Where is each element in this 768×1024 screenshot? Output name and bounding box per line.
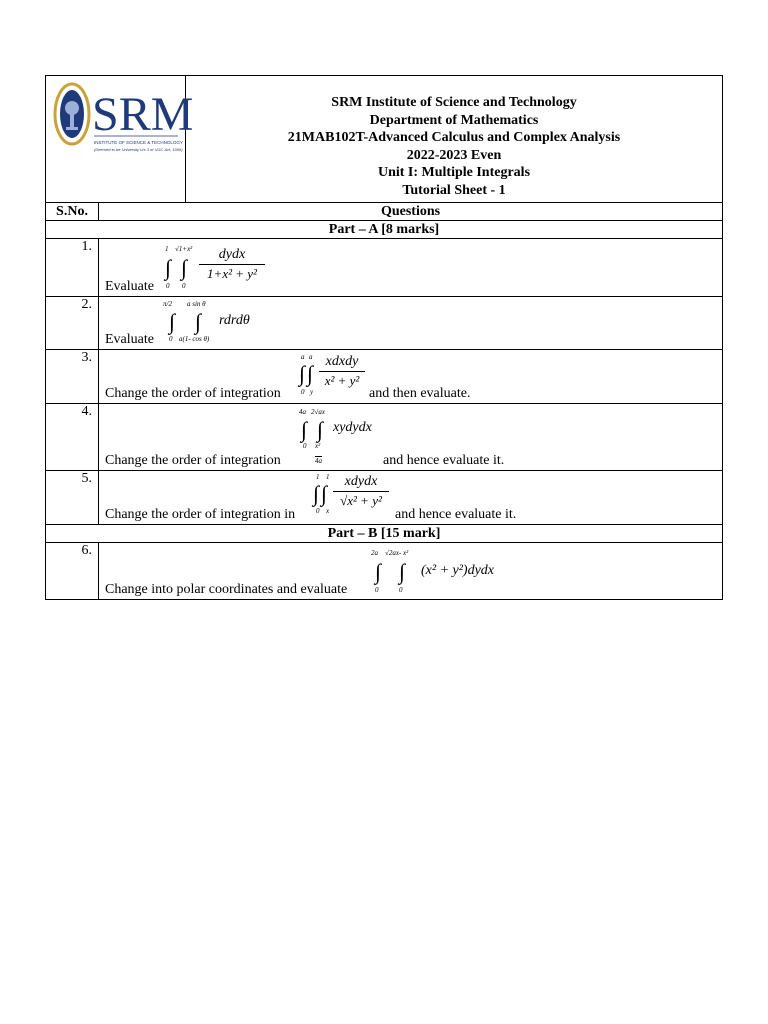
- question-table: [45, 75, 723, 600]
- fraction: xdydx √x² + y²: [333, 474, 389, 509]
- part-a-label: Part – A [8 marks]: [46, 221, 723, 239]
- integral-icon: ∫: [399, 559, 406, 584]
- part-b-row: [46, 525, 723, 543]
- srm-logo: [52, 80, 194, 170]
- integral-icon: ∫: [313, 481, 320, 506]
- academic-year: 2022-2023 Even: [406, 147, 502, 163]
- fraction: xdxdy x² + y²: [319, 354, 365, 389]
- column-header-row: [46, 203, 723, 221]
- integral-icon: ∫: [181, 255, 188, 280]
- question-text: Evaluate: [105, 332, 154, 347]
- integral-icon: ∫: [169, 309, 176, 334]
- question-text: Evaluate: [105, 279, 154, 294]
- question-cell: Change the order of integration a a ∫ ∫ 0 y xdxdy x² + y² and then evaluate.: [99, 350, 723, 404]
- question-row: [46, 404, 723, 471]
- question-number: 4.: [46, 404, 99, 471]
- integral-icon: ∫: [195, 309, 202, 334]
- question-row: [46, 350, 723, 404]
- svg-text:INSTITUTE OF SCIENCE & TECHNOL: INSTITUTE OF SCIENCE & TECHNOLOGY: [94, 140, 183, 145]
- integral-icon: ∫: [375, 559, 382, 584]
- sno-header: S.No.: [46, 203, 99, 221]
- question-cell: Change into polar coordinates and evaluate 2a √2ax- x² ∫ ∫ 0 0 (x² + y²)dydx: [99, 543, 723, 600]
- header-text-cell: [186, 76, 723, 203]
- part-a-row: [46, 221, 723, 239]
- institute-name: SRM Institute of Science and Technology: [331, 95, 577, 110]
- part-b-label: Part – B [15 mark]: [46, 525, 723, 543]
- question-text: Change the order of integration: [105, 386, 281, 401]
- tutorial-sheet: [45, 75, 722, 600]
- question-number: 5.: [46, 471, 99, 525]
- integral-icon: ∫: [299, 361, 306, 386]
- svg-text:SRM: SRM: [92, 88, 194, 141]
- question-text: Change the order of integration: [105, 453, 281, 468]
- logo-cell: [46, 76, 194, 203]
- question-number: 3.: [46, 350, 99, 404]
- header-row: [46, 76, 723, 203]
- question-cell: Change the order of integration in 1 1 ∫ ∫ 0 x xdydx √x² + y² and hence evaluate it.: [99, 471, 723, 525]
- integral-icon: ∫: [321, 481, 328, 506]
- question-row: [46, 239, 723, 297]
- fraction: dydx 1+x² + y²: [199, 247, 265, 282]
- questions-header: Questions: [99, 203, 723, 221]
- question-number: 6.: [46, 543, 99, 600]
- sheet-title: Tutorial Sheet - 1: [402, 182, 506, 198]
- question-text: Change into polar coordinates and evaluate: [105, 582, 348, 597]
- question-cell: Evaluate 1 √1+x² ∫ ∫ 0 0 dydx 1+x² + y²: [99, 239, 723, 297]
- question-number: 1.: [46, 239, 99, 297]
- question-row: [46, 543, 723, 600]
- question-cell: Change the order of integration 4a 2√ax ∫ ∫ 0 x² 4a xydydx and hence evaluate it.: [99, 404, 723, 471]
- integral-icon: ∫: [307, 361, 314, 386]
- integral-icon: ∫: [301, 417, 308, 442]
- question-text: Change the order of integration in: [105, 507, 296, 522]
- integral-icon: ∫: [317, 417, 324, 442]
- department-name: Department of Mathematics: [369, 112, 539, 128]
- course-title: 21MAB102T-Advanced Calculus and Complex Analysis: [287, 130, 621, 146]
- question-cell: Evaluate π/2 a sin θ ∫ ∫ 0 a(1- cos θ) rdrdθ: [99, 297, 723, 350]
- integral-icon: ∫: [165, 255, 172, 280]
- question-row: [46, 471, 723, 525]
- unit-title: Unit I: Multiple Integrals: [377, 165, 531, 181]
- question-number: 2.: [46, 297, 99, 350]
- svg-text:(Deemed to be University u/s 3: (Deemed to be University u/s 3 of UGC Act, 1956): [94, 147, 183, 152]
- question-row: [46, 297, 723, 350]
